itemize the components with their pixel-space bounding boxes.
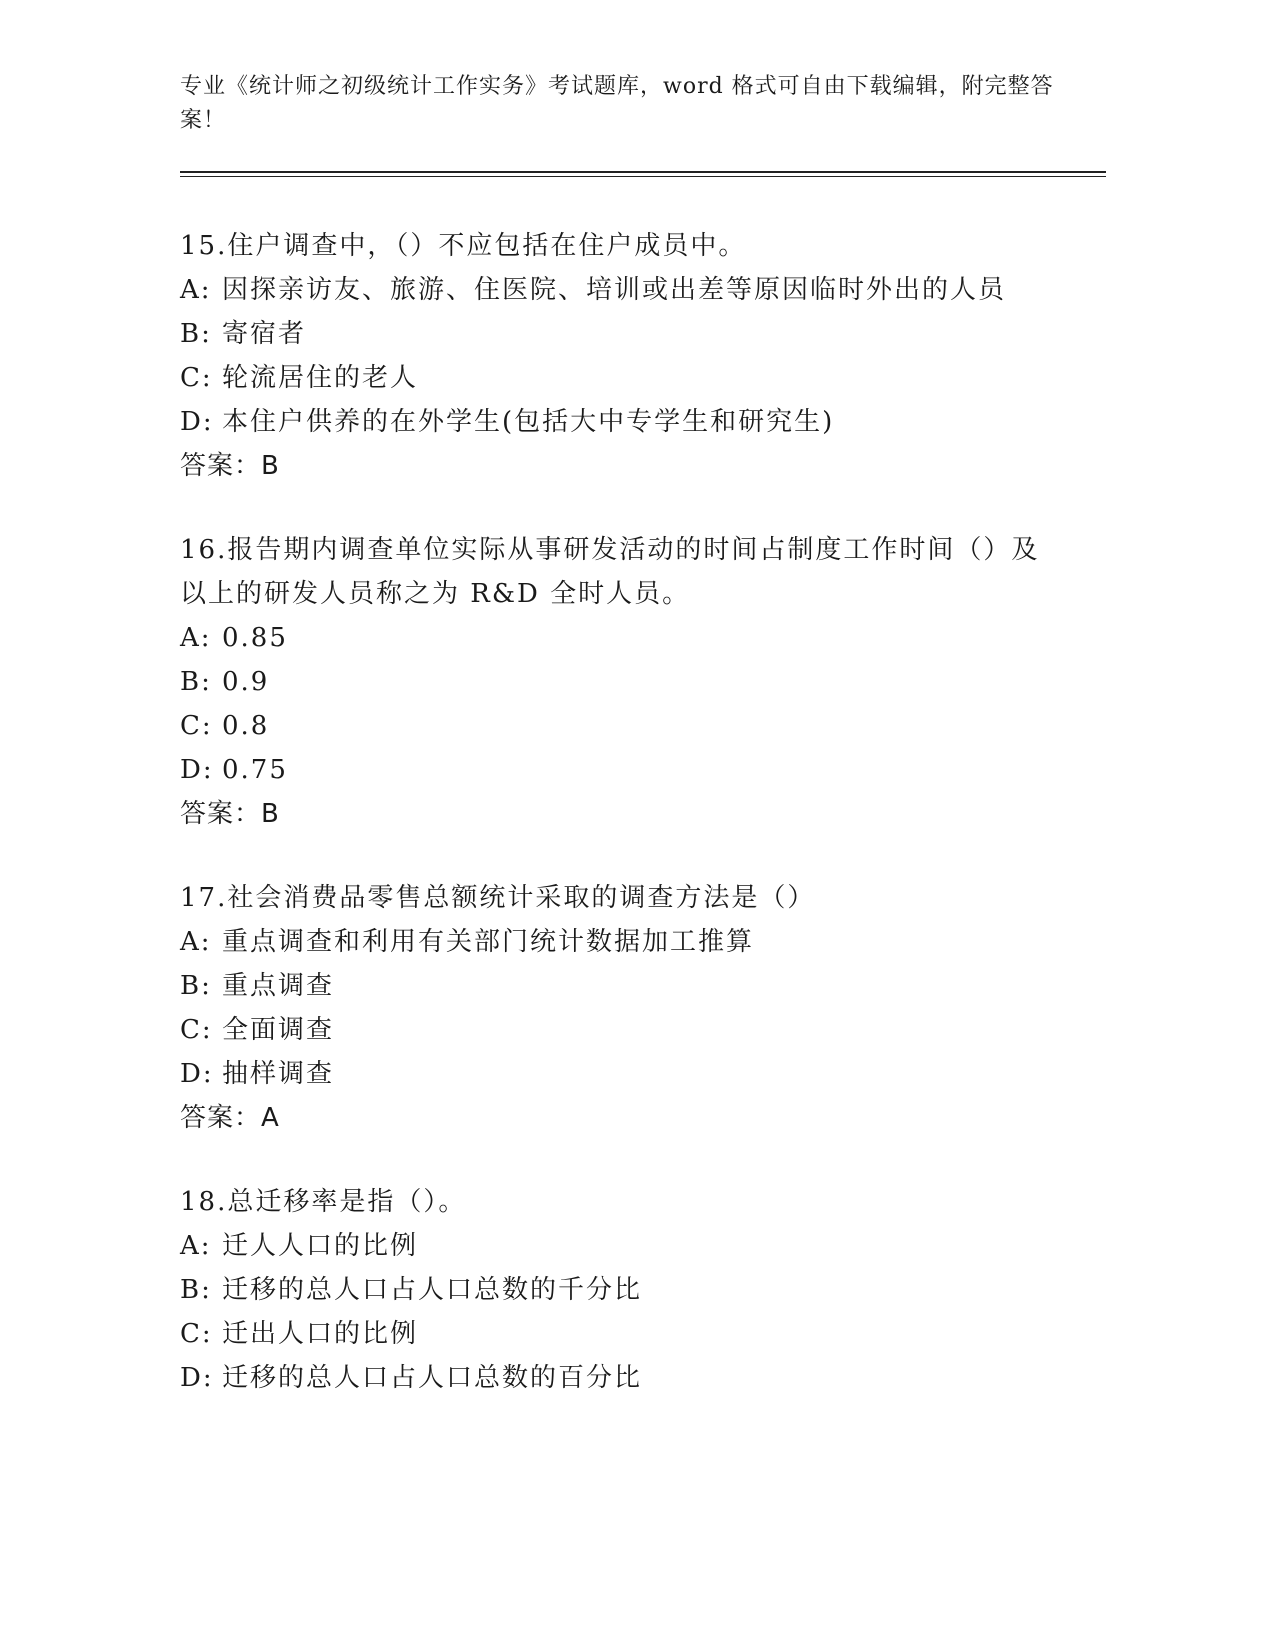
option-c — [180, 1008, 1060, 1052]
option-text: 重点调查和利用有关部门统计数据加工推算 — [222, 927, 755, 957]
option-key: D: — [180, 1059, 214, 1089]
question-17 — [180, 876, 1060, 1140]
option-text: 0.9 — [222, 667, 270, 697]
question-stem: 17.社会消费品零售总额统计采取的调查方法是（） — [180, 883, 816, 913]
option-text: 迁出人口的比例 — [222, 1319, 419, 1349]
document-header: 专业《统计师之初级统计工作实务》考试题库，word 格式可自由下载编辑，附完整答案！ — [180, 74, 1054, 133]
option-d — [180, 748, 1060, 792]
option-text: 0.85 — [222, 623, 288, 653]
option-b — [180, 964, 1060, 1008]
option-text: 寄宿者 — [222, 319, 307, 349]
header-rule-thin — [180, 176, 1106, 177]
answer-line: 答案：B — [180, 799, 280, 829]
option-key: B: — [180, 1275, 212, 1305]
option-text: 0.8 — [222, 711, 270, 741]
option-c — [180, 704, 1060, 748]
question-stem: 18.总迁移率是指（）。 — [180, 1187, 467, 1217]
option-c — [180, 1312, 1060, 1356]
header-rule-thick — [180, 171, 1106, 173]
option-key: D: — [180, 407, 214, 437]
option-key: D: — [180, 755, 214, 785]
option-text: 全面调查 — [222, 1015, 335, 1045]
option-a — [180, 616, 1060, 660]
question-stem: 15.住户调查中，（）不应包括在住户成员中。 — [180, 231, 747, 261]
option-key: A: — [180, 1231, 212, 1261]
option-b — [180, 312, 1060, 356]
option-key: D: — [180, 1363, 214, 1393]
option-a — [180, 268, 1060, 312]
option-key: B: — [180, 319, 212, 349]
question-stem: 16.报告期内调查单位实际从事研发活动的时间占制度工作时间（）及以上的研发人员称之为 R&D 全时人员。 — [180, 535, 1040, 609]
option-text: 0.75 — [222, 755, 288, 785]
answer-line: 答案：A — [180, 1103, 280, 1133]
option-c — [180, 356, 1060, 400]
question-16 — [180, 528, 1060, 836]
option-text: 因探亲访友、旅游、住医院、培训或出差等原因临时外出的人员 — [222, 275, 1007, 305]
question-list — [180, 224, 1060, 1440]
option-key: A: — [180, 927, 212, 957]
option-b — [180, 660, 1060, 704]
option-key: C: — [180, 363, 213, 393]
option-text: 重点调查 — [222, 971, 335, 1001]
option-key: C: — [180, 1015, 213, 1045]
question-18 — [180, 1180, 1060, 1400]
option-a — [180, 1224, 1060, 1268]
option-key: C: — [180, 711, 213, 741]
option-key: A: — [180, 275, 212, 305]
option-d — [180, 400, 1060, 444]
option-a — [180, 920, 1060, 964]
option-b — [180, 1268, 1060, 1312]
option-d — [180, 1356, 1060, 1400]
option-key: B: — [180, 971, 212, 1001]
answer-line: 答案：B — [180, 451, 280, 481]
option-key: A: — [180, 623, 212, 653]
option-text: 迁移的总人口占人口总数的千分比 — [222, 1275, 643, 1305]
question-15 — [180, 224, 1060, 488]
option-key: B: — [180, 667, 212, 697]
option-d — [180, 1052, 1060, 1096]
option-text: 轮流居住的老人 — [222, 363, 419, 393]
option-text: 抽样调查 — [222, 1059, 335, 1089]
option-key: C: — [180, 1319, 213, 1349]
option-text: 迁移的总人口占人口总数的百分比 — [222, 1363, 643, 1393]
option-text: 迁人人口的比例 — [222, 1231, 419, 1261]
option-text: 本住户供养的在外学生(包括大中专学生和研究生) — [222, 407, 835, 437]
